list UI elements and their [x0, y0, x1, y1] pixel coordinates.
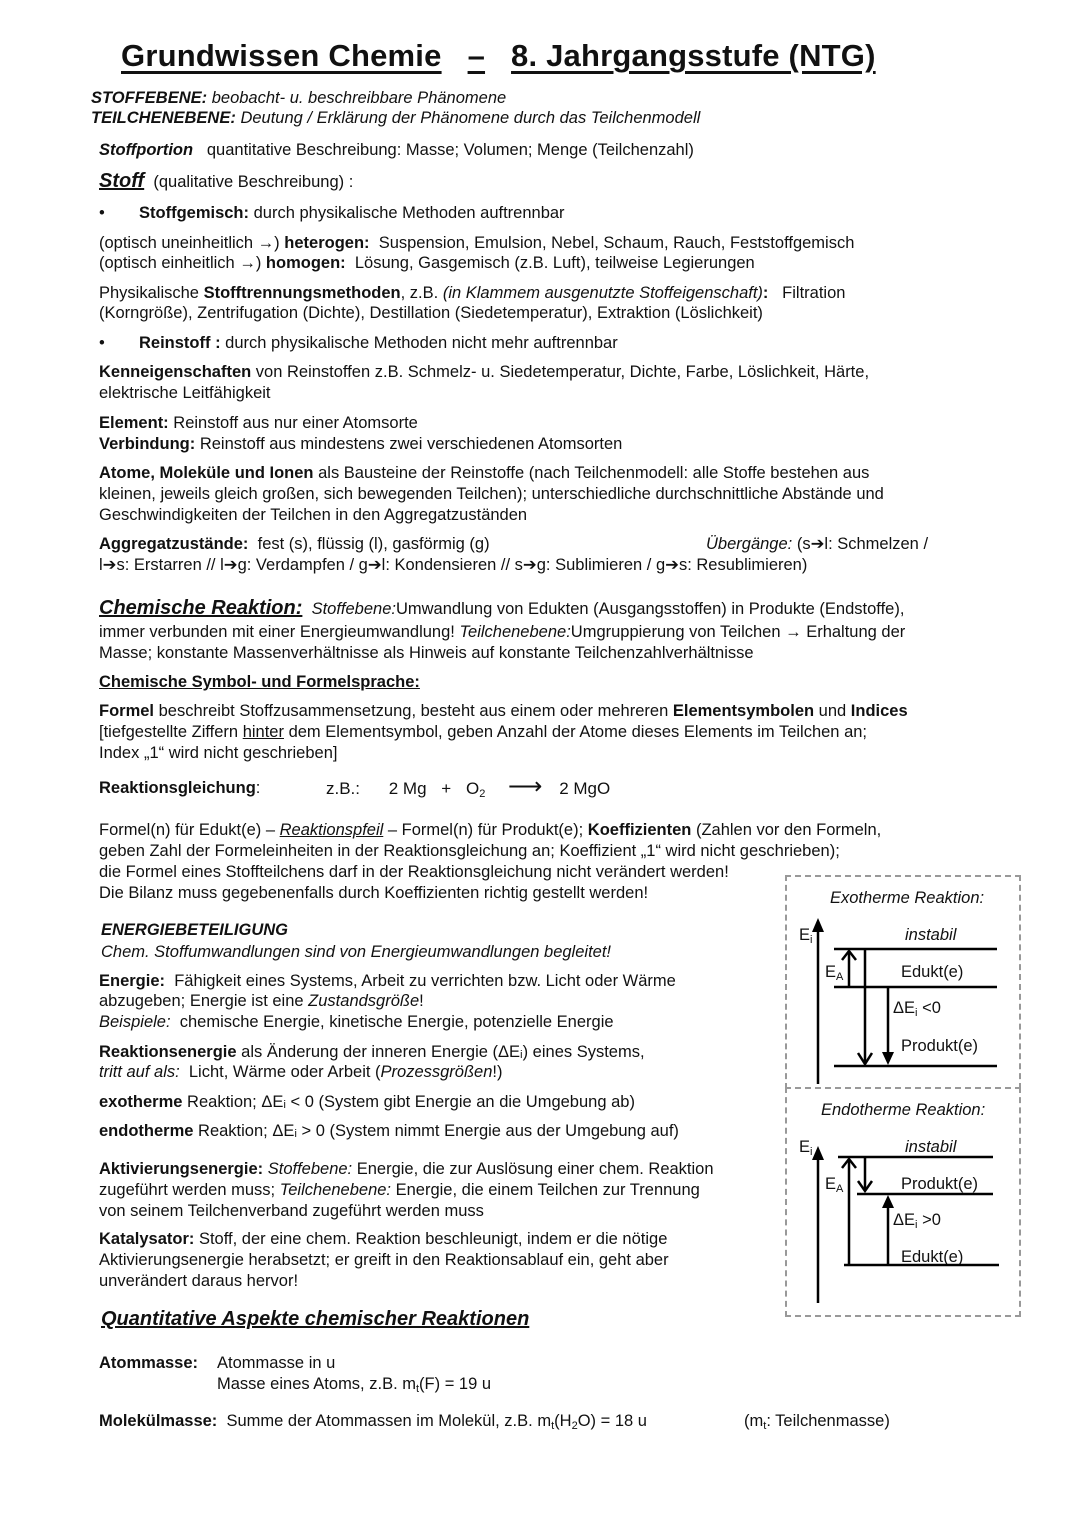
delta-rel: >0 [917, 1211, 941, 1229]
exotherm-instabil: instabil [905, 926, 957, 944]
aktivierung-text2a: zugeführt werden muss; [99, 1181, 276, 1199]
oxygen-index: 2 [479, 788, 486, 800]
element-label: Element: [99, 414, 169, 432]
trennung-mid: , z.B. [400, 284, 439, 302]
formel-elementsymbole: Elementsymbolen [672, 702, 815, 720]
atome-line-2: kleinen, jeweils gleich großen, sich bewegenden Teilchen); unterschiedliche durchschnittliche Abstände und [99, 485, 884, 503]
aktivierung-teilchenebene: Teilchenebene: [279, 1181, 392, 1199]
katalysator-line-3: unverändert daraus hervor! [99, 1272, 299, 1290]
exotherm-label: exotherme [99, 1093, 183, 1111]
formeln-koeffizienten: Koeffizienten [587, 821, 692, 839]
reaktion-text2a: immer verbunden mit einer Energieumwandlung! [99, 623, 455, 641]
axis-sub: i [810, 1146, 813, 1158]
stoff-text: (qualitative Beschreibung) : [153, 173, 354, 191]
uebergaenge-text: (s➔l: Schmelzen / [796, 535, 929, 553]
endotherm-lower-label: Edukt(e) [901, 1248, 964, 1266]
exotherm-diagram-title: Exotherme Reaktion: [830, 889, 985, 907]
formeln-line-4: Die Bilanz muss gegebenenfalls durch Koeffizienten richtig gestellt werden! [99, 884, 649, 902]
ea-sub: A [836, 1183, 844, 1195]
kenneigenschaften-line-2: elektrische Leitfähigkeit [99, 384, 271, 402]
bullet-icon: • [99, 334, 105, 352]
delta-sub: i [915, 1007, 918, 1019]
stoffportion-text: quantitative Beschreibung: Masse; Volumen; Menge (Teilchenzahl) [206, 141, 694, 159]
aktivierung-line-3: von seinem Teilchenverband zugeführt werden muss [99, 1202, 484, 1220]
symbolsprache-heading: Chemische Symbol- und Formelsprache: [99, 673, 420, 691]
formel-text1a: beschreibt Stoffzusammensetzung, besteht aus einem oder mehreren [158, 702, 669, 720]
exotherm-text: Reaktion; ΔEᵢ < 0 (System gibt Energie an die Umgebung ab) [187, 1093, 635, 1111]
katalysator-text1: Stoff, der eine chem. Reaktion beschleunigt, indem er die nötige [198, 1230, 668, 1248]
energie-heading: ENERGIEBETEILIGUNG [101, 921, 289, 939]
verbindung-label: Verbindung: [99, 435, 196, 453]
molekuelmasse-text-b: (H [554, 1412, 572, 1430]
atommasse-text2a: Masse eines Atoms, z.B. m [217, 1375, 416, 1393]
oxygen-symbol: O [465, 779, 480, 798]
teilchenebene-label: TEILCHENEBENE: [91, 109, 236, 127]
exotherm-lower-label: Produkt(e) [901, 1037, 979, 1055]
reaktion-text2b: Umgruppierung von Teilchen → Erhaltung der [570, 623, 906, 641]
kenneigenschaften-text1: von Reinstoffen z.B. Schmelz- u. Siedetemperatur, Dichte, Farbe, Löslichkeit, Härte, [255, 363, 870, 381]
trennung-line-2: (Korngröße), Zentrifugation (Dichte), Destillation (Siedetemperatur), Extraktion (Löslichkeit) [99, 304, 763, 322]
trennung-colon: : [762, 284, 769, 302]
formel-text2a: [tiefgestellte Ziffern [99, 723, 239, 741]
trennung-italic: (in Klammem ausgenutzte Stoffeigenschaft) [442, 284, 763, 302]
verbindung-text: Reinstoff aus mindestens zwei verschiedenen Atomsorten [199, 435, 623, 453]
stoffgemisch-label: Stoffgemisch: [139, 204, 250, 222]
formeln-line-3: die Formel eines Stoffteilchens darf in der Reaktionsgleichung nicht verändert werden! [99, 863, 729, 881]
reaction-arrow-icon: ⟶ [508, 773, 543, 800]
katalysator-line-2: Aktivierungsenergie herabsetzt; er greift in den Reaktionsablauf ein, geht aber [99, 1251, 669, 1269]
tritt-end: !) [492, 1063, 503, 1081]
formeln-text1a: Formel(n) für Edukt(e) – [99, 821, 276, 839]
axis-e: E [799, 1138, 811, 1156]
molekuelmasse-sub-t: t [551, 1420, 555, 1432]
note-b: : Teilchenmasse) [766, 1412, 890, 1430]
equation-plus: + [441, 779, 452, 798]
endotherm-diagram-title: Endotherme Reaktion: [821, 1101, 986, 1119]
atome-text1: als Bausteine der Reinstoffe (nach Teilchenmodell: alle Stoffe bestehen aus [318, 464, 870, 482]
uebergaenge-label: Übergänge: [706, 535, 793, 553]
delta-sub: i [915, 1219, 918, 1231]
stoffgemisch-text: durch physikalische Methoden auftrennbar [253, 204, 565, 222]
formel-und: und [818, 702, 847, 720]
reaktionsenergie-label: Reaktionsenergie [99, 1043, 237, 1061]
formeln-text1b: – Formel(n) für Produkt(e); [387, 821, 584, 839]
trennung-text1: Filtration [782, 284, 846, 302]
atommasse-label: Atommasse: [99, 1354, 199, 1372]
katalysator-label: Katalysator: [99, 1230, 195, 1248]
heterogen-pre: (optisch uneinheitlich →) [99, 234, 280, 252]
reaktionsenergie-text: als Änderung der inneren Energie (ΔEᵢ) eines Systems, [241, 1043, 645, 1061]
reinstoff-text: durch physikalische Methoden nicht mehr auftrennbar [225, 334, 618, 352]
exotherm-upper-label: Edukt(e) [901, 963, 964, 981]
title-dash: – [467, 38, 486, 73]
reaktion-heading: Chemische Reaktion: [99, 597, 303, 619]
beispiele-label: Beispiele: [99, 1013, 171, 1031]
stoffebene-text: beobacht- u. beschreibbare Phänomene [211, 89, 507, 107]
molekuelmasse-text-a: Summe der Atommassen im Molekül, z.B. m [226, 1412, 552, 1430]
formeln-line-2: geben Zahl der Formeleinheiten in der Reaktionsgleichung an; Koeffizient „1“ wird nicht geschrieben); [99, 842, 840, 860]
endotherm-instabil: instabil [905, 1138, 957, 1156]
formel-hinter: hinter [242, 723, 284, 741]
delta-e: ΔE [893, 1211, 916, 1229]
reaktion-teilchenebene: Teilchenebene: [459, 623, 571, 641]
aktivierung-stoffebene: Stoffebene: [267, 1160, 353, 1178]
element-text: Reinstoff aus nur einer Atomsorte [173, 414, 418, 432]
stoff-label: Stoff [99, 170, 145, 192]
tritt-text: Licht, Wärme oder Arbeit ( [188, 1063, 381, 1081]
endotherm-label: endotherme [99, 1122, 194, 1140]
ea-sub: A [836, 971, 844, 983]
reinstoff-label: Reinstoff : [139, 334, 221, 352]
energie-subheading: Chem. Stoffumwandlungen sind von Energieumwandlungen begleitet! [101, 943, 611, 961]
formel-indices: Indices [850, 702, 908, 720]
formel-label: Formel [99, 702, 155, 720]
aktivierung-label: Aktivierungsenergie: [99, 1160, 264, 1178]
molekuelmasse-sub-2: 2 [571, 1420, 578, 1432]
molekuelmasse-label: Molekülmasse: [99, 1412, 218, 1430]
bullet-icon: • [99, 204, 105, 222]
equation-product: 2 MgO [559, 779, 611, 798]
teilchenebene-text: Deutung / Erklärung der Phänomene durch das Teilchenmodell [240, 109, 701, 127]
energie-zustandsgroesse: Zustandsgröße [308, 992, 420, 1010]
quantitativ-heading: Quantitative Aspekte chemischer Reaktionen [101, 1308, 530, 1330]
atommasse-text2b: (F) = 19 u [419, 1375, 492, 1393]
note-a: (m [744, 1412, 764, 1430]
atome-label: Atome, Moleküle und Ionen [99, 464, 314, 482]
formel-text2b: dem Elementsymbol, geben Anzahl der Atome dieses Elements im Teilchen an; [288, 723, 868, 741]
ea-e: E [825, 1175, 837, 1193]
aktivierung-text2b: Energie, die einem Teilchen zur Trennung [395, 1181, 700, 1199]
delta-rel: <0 [917, 999, 941, 1017]
endotherm-upper-label: Produkt(e) [901, 1175, 979, 1193]
trennung-label: Stofftrennungsmethoden [203, 284, 401, 302]
energie-label: Energie: [99, 972, 166, 990]
heterogen-label: heterogen: [284, 234, 370, 252]
aggregat-line-2: l➔s: Erstarren // l➔g: Verdampfen / g➔l: Kondensieren // s➔g: Sublimieren / g➔s: Resublimieren) [99, 556, 808, 574]
aggregat-text: fest (s), flüssig (l), gasförmig (g) [257, 535, 490, 553]
molekuelmasse-text-c: O) = 18 u [577, 1412, 647, 1430]
energie-text1: Fähigkeit eines Systems, Arbeit zu verrichten bzw. Licht oder Wärme [174, 972, 676, 990]
endotherm-text: Reaktion; ΔEᵢ > 0 (System nimmt Energie aus der Umgebung auf) [198, 1122, 679, 1140]
stoffportion-label: Stoffportion [99, 141, 194, 159]
aktivierung-text1: Energie, die zur Auslösung einer chem. Reaktion [356, 1160, 714, 1178]
reaktion-text1: Umwandlung von Edukten (Ausgangsstoffen) in Produkte (Endstoffe), [395, 600, 905, 618]
heterogen-text: Suspension, Emulsion, Nebel, Schaum, Rauch, Feststoffgemisch [378, 234, 855, 252]
tritt-label: tritt auf als: [99, 1063, 180, 1081]
energie-excl: ! [419, 992, 424, 1010]
homogen-label: homogen: [265, 254, 346, 272]
formel-line-3: Index „1“ wird nicht geschrieben] [99, 744, 338, 762]
atommasse-sub: t [415, 1383, 420, 1395]
homogen-text: Lösung, Gasgemisch (z.B. Luft), teilweise Legierungen [354, 254, 755, 272]
reaktion-line-3: Masse; konstante Massenverhältnisse als Hinweis auf konstante Teilchenzahlverhältnisse [99, 644, 754, 662]
tritt-prozessgroessen: Prozessgrößen [380, 1063, 493, 1081]
equation-reactant-1: 2 Mg [388, 779, 427, 798]
formeln-text1c: (Zahlen vor den Formeln, [695, 821, 882, 839]
kenneigenschaften-label: Kenneigenschaften [99, 363, 252, 381]
reaktion-stoffebene: Stoffebene: [311, 600, 396, 618]
note-sub: t [763, 1420, 767, 1432]
atome-line-3: Geschwindigkeiten der Teilchen in den Aggregatzuständen [99, 506, 528, 524]
title-left: Grundwissen Chemie [121, 38, 442, 73]
homogen-pre: (optisch einheitlich →) [99, 254, 262, 272]
exotherm-diagram [812, 918, 997, 1084]
formeln-pfeil: Reaktionspfeil [279, 821, 384, 839]
gleichung-label: Reaktionsgleichung [99, 779, 256, 797]
delta-e: ΔE [893, 999, 916, 1017]
stoffebene-label: STOFFEBENE: [91, 89, 208, 107]
aggregat-label: Aggregatzustände: [99, 535, 249, 553]
energie-text2a: abzugeben; Energie ist eine [99, 992, 304, 1010]
ea-e: E [825, 963, 837, 981]
gleichung-colon: : [255, 779, 261, 797]
beispiele-text: chemische Energie, kinetische Energie, potenzielle Energie [179, 1013, 614, 1031]
axis-sub: i [810, 934, 813, 946]
atommasse-text1: Atommasse in u [217, 1354, 336, 1372]
title-right: 8. Jahrgangsstufe (NTG) [511, 38, 876, 73]
endotherm-diagram [812, 1146, 999, 1303]
trennung-pre: Physikalische [99, 284, 199, 302]
axis-e: E [799, 926, 811, 944]
equation-zb: z.B.: [326, 779, 361, 798]
